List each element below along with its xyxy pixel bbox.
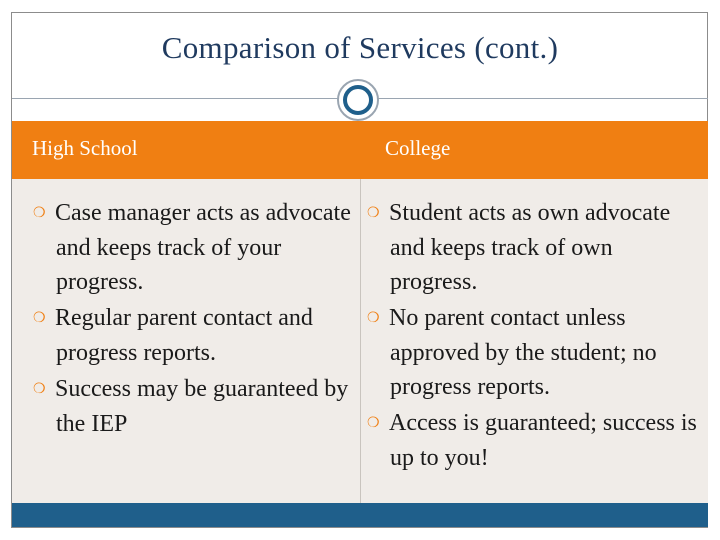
- list-item: [367, 406, 702, 475]
- ring-ornament-icon: [337, 79, 379, 121]
- column-divider: [360, 179, 361, 503]
- footer-band: [12, 503, 708, 527]
- column-header-high-school: High School: [32, 136, 138, 160]
- college-bullet-list: [367, 196, 702, 477]
- bullet-text: No parent contact unless approved by the student; no progress reports.: [389, 305, 657, 400]
- list-item: [33, 196, 353, 299]
- list-item: [33, 301, 353, 370]
- leaf-bullet-icon: ❍: [367, 206, 380, 221]
- leaf-bullet-icon: ❍: [33, 382, 46, 397]
- slide-title: Comparison of Services (cont.): [161, 30, 559, 65]
- list-item: [367, 196, 702, 299]
- list-item: [367, 301, 702, 404]
- ring-ornament-inner: [343, 85, 373, 115]
- leaf-bullet-icon: ❍: [367, 416, 380, 431]
- bullet-text: Success may be guaranteed by the IEP: [55, 376, 349, 437]
- leaf-bullet-icon: ❍: [33, 206, 46, 221]
- bullet-text: Case manager acts as advocate and keeps track of your progress.: [55, 200, 351, 295]
- list-item: [33, 372, 353, 441]
- bullet-text: Access is guaranteed; success is up to you!: [389, 410, 697, 471]
- bullet-text: Student acts as own advocate and keeps track of own progress.: [389, 200, 671, 295]
- bullet-text: Regular parent contact and progress reports.: [55, 305, 313, 366]
- leaf-bullet-icon: ❍: [367, 311, 380, 326]
- column-header-college: College: [385, 136, 451, 160]
- high-school-bullet-list: [33, 196, 353, 443]
- leaf-bullet-icon: ❍: [33, 311, 46, 326]
